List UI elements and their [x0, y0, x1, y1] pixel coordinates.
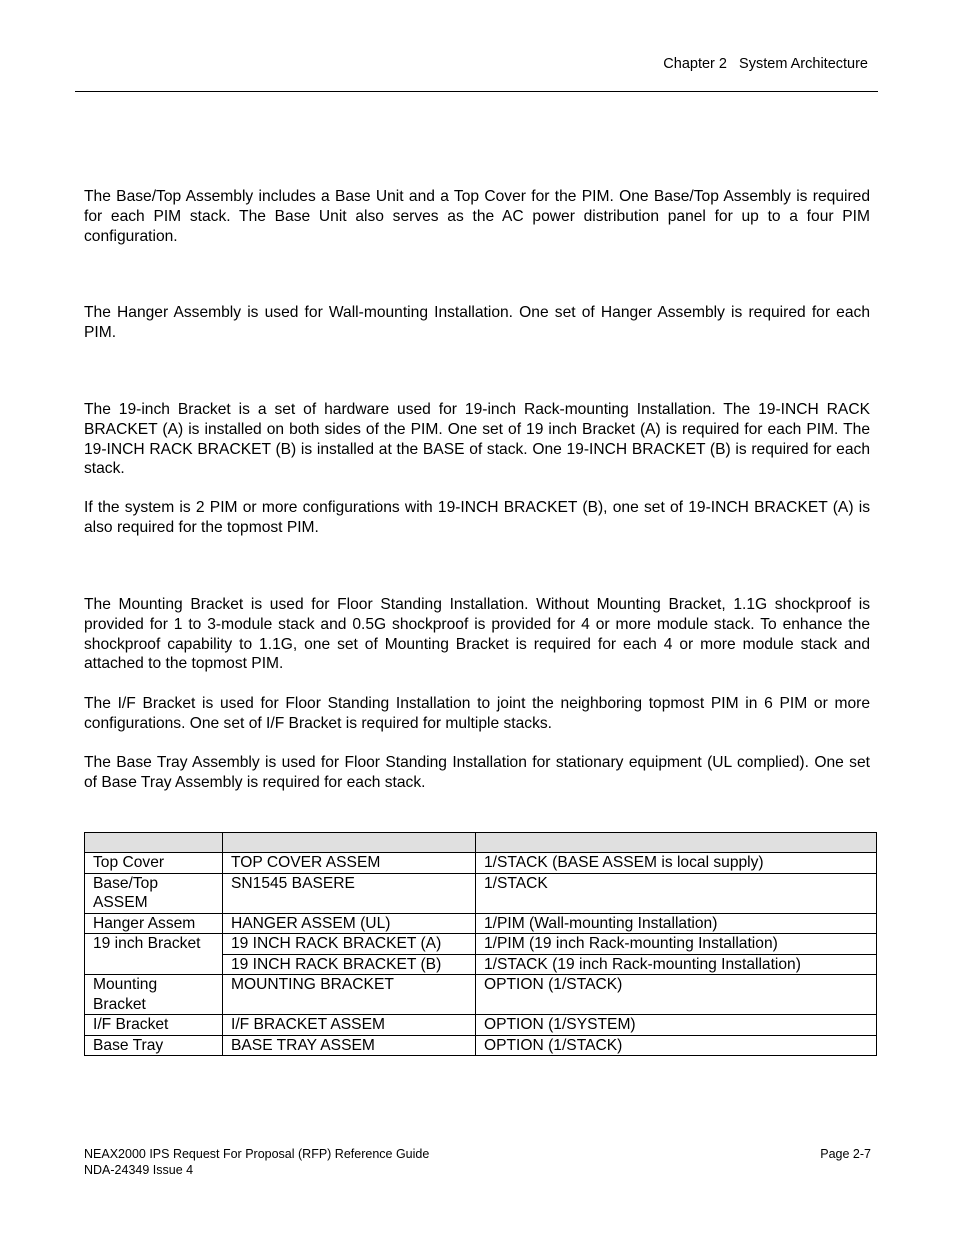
table-row — [85, 1035, 877, 1056]
page-number: Page 2-7 — [820, 1147, 871, 1161]
item-cell: Base Tray — [85, 1035, 223, 1056]
part-cell: TOP COVER ASSEM — [223, 853, 476, 874]
table-row — [85, 913, 877, 934]
paragraph-19-inch-bracket-b: If the system is 2 PIM or more configurations with 19-INCH BRACKET (B), one set of 19-INCH BRACKET (A) is also required for the topmost PIM. — [84, 499, 870, 536]
quantity-cell: 1/STACK — [476, 873, 877, 913]
paragraph-19-inch-bracket: The 19-inch Bracket is a set of hardware used for 19-inch Rack-mounting Installation. The 19-INCH RACK BRACKET (A) is installed on both sides of the PIM. One set of 19 inch Bracket (A) is required for each PIM. The 19-INCH RACK BRACKET (B) is installed at the BASE of stack. One 19-INCH BRACKET (B) is required for each stack. — [84, 401, 870, 478]
quantity-cell: 1/STACK (BASE ASSEM is local supply) — [476, 853, 877, 874]
item-cell: Top Cover — [85, 853, 223, 874]
table-row — [85, 873, 877, 913]
quantity-cell: 1/PIM (19 inch Rack-mounting Installation) — [476, 934, 877, 955]
table-header-cell — [476, 833, 877, 853]
item-cell: I/F Bracket — [85, 1015, 223, 1036]
chapter-header: Chapter 2 System Architecture — [663, 56, 868, 72]
part-cell: 19 INCH RACK BRACKET (A) — [223, 934, 476, 955]
table-row — [85, 975, 877, 1015]
part-cell: SN1545 BASERE — [223, 873, 476, 913]
part-cell: MOUNTING BRACKET — [223, 975, 476, 1015]
item-cell: Base/Top ASSEM — [85, 873, 223, 913]
quantity-cell: OPTION (1/STACK) — [476, 1035, 877, 1056]
table-header-cell — [85, 833, 223, 853]
quantity-cell: OPTION (1/STACK) — [476, 975, 877, 1015]
quantity-cell: 1/PIM (Wall-mounting Installation) — [476, 913, 877, 934]
item-cell: Hanger Assem — [85, 913, 223, 934]
header-divider — [75, 91, 878, 92]
part-cell: BASE TRAY ASSEM — [223, 1035, 476, 1056]
item-cell: Mounting Bracket — [85, 975, 223, 1015]
table-row — [85, 934, 877, 955]
paragraph-base-top: The Base/Top Assembly includes a Base Unit and a Top Cover for the PIM. One Base/Top Assembly is required for each PIM stack. The Base Unit also serves as the AC power distribution panel for up to a four PIM configuration. — [84, 188, 870, 245]
part-cell: 19 INCH RACK BRACKET (B) — [223, 954, 476, 975]
table-row — [85, 1015, 877, 1036]
footer-left — [84, 1146, 429, 1178]
quantity-cell: 1/STACK (19 inch Rack-mounting Installation) — [476, 954, 877, 975]
paragraph-mounting-bracket: The Mounting Bracket is used for Floor Standing Installation. Without Mounting Bracket, 1.1G shockproof is provided for 1 to 3-module stack and 0.5G shockproof is provided for 4 or more module stack. To enhance the shockproof capability to 1.1G, one set of Mounting Bracket is required for each 4 or more module stack and attached to the topmost PIM. — [84, 596, 870, 673]
quantity-cell: OPTION (1/SYSTEM) — [476, 1015, 877, 1036]
footer-document-id: NDA-24349 Issue 4 — [84, 1163, 194, 1177]
table-header-cell — [223, 833, 476, 853]
parts-table — [84, 832, 877, 1056]
part-cell: I/F BRACKET ASSEM — [223, 1015, 476, 1036]
table-header-row — [85, 833, 877, 853]
paragraph-if-bracket: The I/F Bracket is used for Floor Standing Installation to joint the neighboring topmost PIM in 6 PIM or more configurations. One set of I/F Bracket is required for multiple stacks. — [84, 695, 870, 732]
footer-document-title: NEAX2000 IPS Request For Proposal (RFP) Reference Guide — [84, 1147, 430, 1161]
part-cell: HANGER ASSEM (UL) — [223, 913, 476, 934]
item-cell: 19 inch Bracket — [85, 934, 223, 975]
table-row — [85, 853, 877, 874]
paragraph-base-tray: The Base Tray Assembly is used for Floor Standing Installation for stationary equipment (UL complied). One set of Base Tray Assembly is required for each stack. — [84, 754, 870, 791]
paragraph-hanger: The Hanger Assembly is used for Wall-mounting Installation. One set of Hanger Assembly is required for each PIM. — [84, 304, 870, 341]
